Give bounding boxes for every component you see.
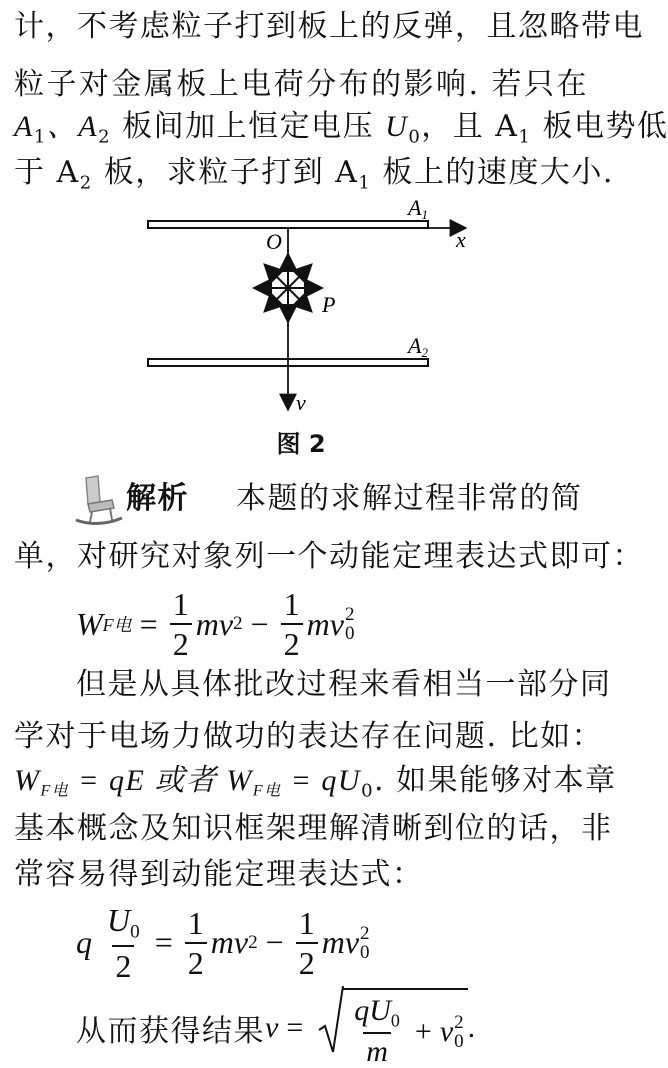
- text-line: 计，不考虑粒子打到板上的反弹，且忽略带电: [14, 9, 644, 44]
- text: 板，求粒子打到 A: [92, 155, 359, 190]
- subscript: 2: [98, 126, 112, 148]
- text-line: $W_{F电}$ = qE 或者 $W_{F电} = qU_0$. 如果能够对本章: [14, 763, 617, 802]
- plate-a1: [148, 221, 428, 228]
- label-o: O: [266, 229, 282, 254]
- equation-2: q $\frac{U_0}{2}$ = $\frac{1}{2}$ mv 2 − $\frac{1}{2}$ mv 2 0: [76, 902, 370, 984]
- text-line: 学对于电场力做功的表达存在问题. 比如：: [14, 719, 604, 754]
- text: 于 A: [14, 155, 80, 190]
- text-line: 但是从具体批改过程来看相当一部分同: [76, 667, 612, 702]
- text-line: [126, 478, 588, 520]
- text: ，且 A: [421, 109, 519, 144]
- analysis-heading: 解析: [126, 481, 189, 516]
- figure-2-diagram: [0, 0, 644, 460]
- text-line: 基本概念及知识框架理解清晰到位的话，非: [14, 811, 613, 846]
- text: 本题的求解过程非常的简: [236, 481, 583, 516]
- subscript: 1: [33, 126, 47, 148]
- text-line: 常容易得到动能定理表达式：: [14, 857, 424, 892]
- subscript: 2: [79, 172, 93, 194]
- text: 板间加上恒定电压: [111, 109, 386, 144]
- label-v: v: [296, 390, 306, 415]
- text-line: 粒子对金属板上电荷分布的影响. 若只在: [14, 67, 588, 102]
- symbol: U: [385, 110, 409, 143]
- label-a1: A1: [408, 195, 428, 222]
- label-a2: A2: [408, 333, 428, 360]
- symbol: 、A: [46, 110, 99, 143]
- equation-1: W F电 = $\frac{1}{2}$ mv 2 − $\frac{1}{2}$ mv 2 0: [76, 586, 355, 662]
- subscript: 1: [358, 172, 372, 194]
- symbol: A: [14, 110, 34, 143]
- rocking-chair-icon: [72, 472, 124, 528]
- text: 板上的速度大小.: [371, 155, 614, 190]
- square-root: $\frac{qU_0}{m}$ + v 2 0: [317, 988, 467, 1067]
- text: 板电势低: [531, 109, 668, 144]
- text-line: 单，对研究对象列一个动能定理表达式即可：: [14, 539, 644, 574]
- result-equation: 从而获得结果 v = $\frac{qU_0}{m}$ + v 2 0 .: [76, 988, 475, 1067]
- subscript: 1: [518, 126, 532, 148]
- label-p: P: [322, 292, 336, 317]
- figure-caption: 图 2: [276, 430, 326, 458]
- label-x: x: [456, 227, 466, 252]
- subscript: 0: [408, 126, 422, 148]
